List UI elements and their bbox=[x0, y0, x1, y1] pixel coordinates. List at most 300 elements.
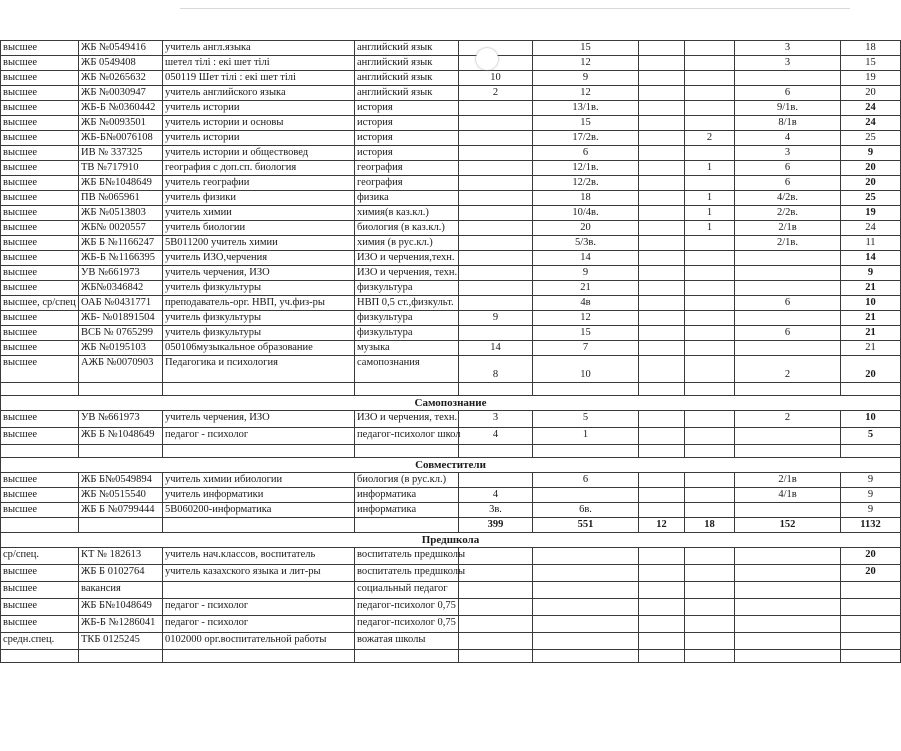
cell-c5 bbox=[459, 101, 533, 116]
cell-qualification: учитель истории bbox=[163, 101, 355, 116]
table-row bbox=[1, 251, 901, 266]
cell-c9: 4/1в bbox=[735, 488, 841, 503]
cell-subject: биология (в рус.кл.) bbox=[355, 473, 459, 488]
cell-diploma bbox=[79, 518, 163, 533]
cell-c10: 20 bbox=[841, 565, 901, 582]
cell-c7 bbox=[639, 548, 685, 565]
table-row bbox=[1, 326, 901, 341]
cell-c7 bbox=[639, 131, 685, 146]
cell-c10: 24 bbox=[841, 116, 901, 131]
cell-c6 bbox=[533, 488, 639, 503]
cell-c8 bbox=[685, 86, 735, 101]
cell-c7 bbox=[639, 356, 685, 383]
cell-education: высшее bbox=[1, 176, 79, 191]
table-row bbox=[1, 633, 901, 650]
cell-qualification: Педагогика и психология bbox=[163, 356, 355, 383]
table-row bbox=[1, 146, 901, 161]
cell-c8 bbox=[685, 281, 735, 296]
cell-c5: 3 bbox=[459, 411, 533, 428]
cell-c8 bbox=[685, 326, 735, 341]
blank-cell bbox=[355, 445, 459, 458]
cell-c10: 15 bbox=[841, 56, 901, 71]
cell-c5 bbox=[459, 191, 533, 206]
cell-qualification: учитель ИЗО,черчения bbox=[163, 251, 355, 266]
cell-c10: 24 bbox=[841, 101, 901, 116]
cell-c5 bbox=[459, 616, 533, 633]
cell-c5 bbox=[459, 633, 533, 650]
cell-diploma: ЖБ №0513803 bbox=[79, 206, 163, 221]
cell-c9: 6 bbox=[735, 326, 841, 341]
blank-cell bbox=[1, 650, 79, 663]
cell-c8: 1 bbox=[685, 206, 735, 221]
cell-subject: физкультура bbox=[355, 326, 459, 341]
cell-education: высшее bbox=[1, 191, 79, 206]
cell-subject: социальный педагог bbox=[355, 582, 459, 599]
cell-subject bbox=[355, 518, 459, 533]
cell-diploma: ВСБ № 0765299 bbox=[79, 326, 163, 341]
cell-subject: информатика bbox=[355, 503, 459, 518]
cell-c6: 10 bbox=[533, 356, 639, 383]
cell-c5: 9 bbox=[459, 311, 533, 326]
cell-c7 bbox=[639, 311, 685, 326]
cell-diploma: ТВ №717910 bbox=[79, 161, 163, 176]
cell-c8 bbox=[685, 356, 735, 383]
cell-subject: география bbox=[355, 161, 459, 176]
table-row bbox=[1, 236, 901, 251]
cell-c10: 21 bbox=[841, 281, 901, 296]
cell-education: высшее bbox=[1, 616, 79, 633]
cell-c5 bbox=[459, 251, 533, 266]
cell-c7 bbox=[639, 488, 685, 503]
cell-c7 bbox=[639, 599, 685, 616]
cell-subject: ИЗО и черчения,техн. bbox=[355, 251, 459, 266]
cell-diploma: ЖБ №0093501 bbox=[79, 116, 163, 131]
section-row bbox=[1, 458, 901, 473]
cell-c6: 15 bbox=[533, 116, 639, 131]
cell-c6: 12/1в. bbox=[533, 161, 639, 176]
cell-education: высшее, ср/спец bbox=[1, 296, 79, 311]
cell-c7 bbox=[639, 473, 685, 488]
cell-qualification: учитель черчения, ИЗО bbox=[163, 266, 355, 281]
cell-c6: 12 bbox=[533, 311, 639, 326]
table-row bbox=[1, 582, 901, 599]
cell-c6: 6 bbox=[533, 473, 639, 488]
cell-qualification: педагог - психолог bbox=[163, 428, 355, 445]
table-row bbox=[1, 296, 901, 311]
cell-c10: 5 bbox=[841, 428, 901, 445]
cell-c9 bbox=[735, 503, 841, 518]
cell-c6 bbox=[533, 565, 639, 582]
cell-c10: 19 bbox=[841, 71, 901, 86]
cell-qualification: учитель химии ибиологии bbox=[163, 473, 355, 488]
cell-diploma: ЖБ Б№1048649 bbox=[79, 599, 163, 616]
cell-education: высшее bbox=[1, 41, 79, 56]
cell-subject: педагог-психолог 0,75 bbox=[355, 616, 459, 633]
cell-c6 bbox=[533, 633, 639, 650]
cell-c6 bbox=[533, 616, 639, 633]
cell-education: высшее bbox=[1, 251, 79, 266]
blank-cell bbox=[533, 383, 639, 396]
cell-c8: 2 bbox=[685, 131, 735, 146]
table-row bbox=[1, 503, 901, 518]
cell-diploma: ЖБ Б 0102764 bbox=[79, 565, 163, 582]
cell-diploma: ИВ № 337325 bbox=[79, 146, 163, 161]
cell-education: высшее bbox=[1, 86, 79, 101]
table-row bbox=[1, 356, 901, 383]
cell-c9: 6 bbox=[735, 176, 841, 191]
cell-c8: 18 bbox=[685, 518, 735, 533]
blank-cell bbox=[79, 650, 163, 663]
cell-c10: 20 bbox=[841, 176, 901, 191]
blank-cell bbox=[533, 650, 639, 663]
cell-c7 bbox=[639, 616, 685, 633]
cell-c7 bbox=[639, 101, 685, 116]
cell-qualification: учитель биологии bbox=[163, 221, 355, 236]
cell-qualification: 050106музыкальное образование bbox=[163, 341, 355, 356]
blank-row bbox=[1, 383, 901, 396]
blank-cell bbox=[685, 650, 735, 663]
table-row bbox=[1, 428, 901, 445]
cell-qualification: учитель физкультуры bbox=[163, 281, 355, 296]
cell-c9: 8/1в bbox=[735, 116, 841, 131]
cell-c7 bbox=[639, 633, 685, 650]
section-title: Самопознание bbox=[1, 396, 901, 411]
cell-c6: 5/3в. bbox=[533, 236, 639, 251]
cell-c6: 12/2в. bbox=[533, 176, 639, 191]
cell-subject: ИЗО и черчения, техн. bbox=[355, 266, 459, 281]
cell-c9 bbox=[735, 428, 841, 445]
cell-diploma: ЖБ 0549408 bbox=[79, 56, 163, 71]
cell-c5: 399 bbox=[459, 518, 533, 533]
cell-subject: вожатая школы bbox=[355, 633, 459, 650]
cell-c7 bbox=[639, 221, 685, 236]
cell-subject: педагог-психолог 0,75 bbox=[355, 599, 459, 616]
cell-subject: история bbox=[355, 101, 459, 116]
cell-subject: самопознания bbox=[355, 356, 459, 383]
cell-education: высшее bbox=[1, 131, 79, 146]
cell-c9 bbox=[735, 565, 841, 582]
table-row bbox=[1, 341, 901, 356]
cell-c10 bbox=[841, 599, 901, 616]
cell-c8 bbox=[685, 116, 735, 131]
section-title: Совместители bbox=[1, 458, 901, 473]
cell-c10: 14 bbox=[841, 251, 901, 266]
cell-c5: 3в. bbox=[459, 503, 533, 518]
cell-education: высшее bbox=[1, 71, 79, 86]
cell-education: высшее bbox=[1, 266, 79, 281]
cell-subject: информатика bbox=[355, 488, 459, 503]
cell-c5 bbox=[459, 599, 533, 616]
cell-c6: 5 bbox=[533, 411, 639, 428]
cell-diploma: КТ № 182613 bbox=[79, 548, 163, 565]
cell-subject: английский язык bbox=[355, 71, 459, 86]
cell-c5 bbox=[459, 326, 533, 341]
cell-c5 bbox=[459, 548, 533, 565]
cell-diploma: вакансия bbox=[79, 582, 163, 599]
cell-education: высшее bbox=[1, 146, 79, 161]
cell-subject: биология (в каз.кл.) bbox=[355, 221, 459, 236]
cell-c8 bbox=[685, 582, 735, 599]
cell-subject: история bbox=[355, 146, 459, 161]
cell-c5 bbox=[459, 146, 533, 161]
cell-c5 bbox=[459, 266, 533, 281]
table-row bbox=[1, 56, 901, 71]
cell-c10: 25 bbox=[841, 131, 901, 146]
cell-c5 bbox=[459, 582, 533, 599]
cell-c6: 6 bbox=[533, 146, 639, 161]
cell-c5: 8 bbox=[459, 356, 533, 383]
cell-qualification: учитель истории и основы bbox=[163, 116, 355, 131]
cell-education: высшее bbox=[1, 565, 79, 582]
cell-c8 bbox=[685, 311, 735, 326]
cell-subject: английский язык bbox=[355, 56, 459, 71]
blank-cell bbox=[841, 445, 901, 458]
cell-c5 bbox=[459, 161, 533, 176]
cell-diploma: ЖБ №0030947 bbox=[79, 86, 163, 101]
cell-c7 bbox=[639, 161, 685, 176]
cell-diploma: ЖБ Б №0799444 bbox=[79, 503, 163, 518]
cell-c9: 4/2в. bbox=[735, 191, 841, 206]
blank-cell bbox=[685, 383, 735, 396]
cell-c7 bbox=[639, 176, 685, 191]
cell-qualification: учитель казахского языка и лит-ры bbox=[163, 565, 355, 582]
cell-c6: 13/1в. bbox=[533, 101, 639, 116]
cell-subject: физика bbox=[355, 191, 459, 206]
cell-c5 bbox=[459, 221, 533, 236]
cell-c8 bbox=[685, 488, 735, 503]
table-row bbox=[1, 86, 901, 101]
cell-c8 bbox=[685, 41, 735, 56]
cell-c6 bbox=[533, 582, 639, 599]
blank-row bbox=[1, 445, 901, 458]
cell-subject: химия (в рус.кл.) bbox=[355, 236, 459, 251]
cell-c10: 1132 bbox=[841, 518, 901, 533]
cell-c7 bbox=[639, 281, 685, 296]
cell-c8 bbox=[685, 599, 735, 616]
cell-c6: 15 bbox=[533, 326, 639, 341]
cell-c6: 1 bbox=[533, 428, 639, 445]
cell-qualification: учитель англ.языка bbox=[163, 41, 355, 56]
cell-c5 bbox=[459, 176, 533, 191]
cell-c10 bbox=[841, 616, 901, 633]
cell-c8 bbox=[685, 296, 735, 311]
cell-subject: история bbox=[355, 131, 459, 146]
cell-c7 bbox=[639, 41, 685, 56]
cell-education: высшее bbox=[1, 428, 79, 445]
table-row bbox=[1, 411, 901, 428]
cell-c8 bbox=[685, 146, 735, 161]
cell-c6 bbox=[533, 599, 639, 616]
blank-cell bbox=[163, 383, 355, 396]
blank-cell bbox=[163, 650, 355, 663]
cell-c9: 2 bbox=[735, 411, 841, 428]
table-row bbox=[1, 473, 901, 488]
cell-c9 bbox=[735, 582, 841, 599]
cell-c5: 14 bbox=[459, 341, 533, 356]
cell-qualification: 5В011200 учитель химии bbox=[163, 236, 355, 251]
cell-diploma: ЖБ№0346842 bbox=[79, 281, 163, 296]
cell-qualification bbox=[163, 518, 355, 533]
totals-row bbox=[1, 518, 901, 533]
table-row bbox=[1, 71, 901, 86]
table-row bbox=[1, 599, 901, 616]
cell-qualification: география с доп.сп. биология bbox=[163, 161, 355, 176]
table-row bbox=[1, 101, 901, 116]
cell-education: ср/спец. bbox=[1, 548, 79, 565]
cell-education: высшее bbox=[1, 206, 79, 221]
cell-c7 bbox=[639, 341, 685, 356]
cell-subject: НВП 0,5 ст.,физкульт. bbox=[355, 296, 459, 311]
cell-c6: 551 bbox=[533, 518, 639, 533]
cell-education: высшее bbox=[1, 411, 79, 428]
cell-c9: 3 bbox=[735, 41, 841, 56]
blank-cell bbox=[1, 383, 79, 396]
cell-diploma: ЖБ №0515540 bbox=[79, 488, 163, 503]
cell-diploma: ЖБ-Б №1166395 bbox=[79, 251, 163, 266]
cell-qualification: педагог - психолог bbox=[163, 616, 355, 633]
cell-education: высшее bbox=[1, 503, 79, 518]
cell-qualification: педагог - психолог bbox=[163, 599, 355, 616]
cell-c9: 152 bbox=[735, 518, 841, 533]
cell-c10: 20 bbox=[841, 161, 901, 176]
cell-c8 bbox=[685, 56, 735, 71]
cell-c9: 2/1в bbox=[735, 473, 841, 488]
cell-c10: 9 bbox=[841, 266, 901, 281]
table-row bbox=[1, 488, 901, 503]
cell-c7 bbox=[639, 191, 685, 206]
cell-qualification: шетел тілі : екі шет тілі bbox=[163, 56, 355, 71]
cell-c9: 6 bbox=[735, 161, 841, 176]
cell-c7 bbox=[639, 266, 685, 281]
cell-education: высшее bbox=[1, 473, 79, 488]
cell-c8: 1 bbox=[685, 161, 735, 176]
cell-c8 bbox=[685, 633, 735, 650]
blank-cell bbox=[735, 445, 841, 458]
table-row bbox=[1, 191, 901, 206]
cell-c5 bbox=[459, 236, 533, 251]
cell-c6: 20 bbox=[533, 221, 639, 236]
cell-qualification bbox=[163, 582, 355, 599]
cell-c6 bbox=[533, 548, 639, 565]
staff-load-table bbox=[0, 40, 901, 663]
cell-c7 bbox=[639, 296, 685, 311]
cell-c8 bbox=[685, 341, 735, 356]
cell-c9: 2 bbox=[735, 356, 841, 383]
cell-c5 bbox=[459, 565, 533, 582]
table-row bbox=[1, 565, 901, 582]
table-row bbox=[1, 548, 901, 565]
section-title: Предшкола bbox=[1, 533, 901, 548]
cell-education: высшее bbox=[1, 326, 79, 341]
cell-c6: 6в. bbox=[533, 503, 639, 518]
scan-top-line bbox=[180, 8, 850, 9]
cell-subject: английский язык bbox=[355, 86, 459, 101]
cell-diploma: ЖБ Б №1166247 bbox=[79, 236, 163, 251]
cell-education: высшее bbox=[1, 488, 79, 503]
cell-c9 bbox=[735, 71, 841, 86]
cell-c7 bbox=[639, 251, 685, 266]
cell-c7 bbox=[639, 326, 685, 341]
cell-c10: 19 bbox=[841, 206, 901, 221]
cell-c6: 15 bbox=[533, 41, 639, 56]
cell-c10 bbox=[841, 633, 901, 650]
cell-c9: 6 bbox=[735, 86, 841, 101]
cell-c10: 21 bbox=[841, 311, 901, 326]
cell-c7 bbox=[639, 582, 685, 599]
cell-c8 bbox=[685, 428, 735, 445]
table-row bbox=[1, 116, 901, 131]
cell-c7 bbox=[639, 71, 685, 86]
cell-qualification: учитель географии bbox=[163, 176, 355, 191]
cell-education: высшее bbox=[1, 341, 79, 356]
cell-diploma: УВ №661973 bbox=[79, 411, 163, 428]
cell-diploma: ОАБ №0431771 bbox=[79, 296, 163, 311]
cell-c6: 4в bbox=[533, 296, 639, 311]
cell-diploma: ЖБ- №01891504 bbox=[79, 311, 163, 326]
blank-cell bbox=[459, 383, 533, 396]
cell-c5 bbox=[459, 296, 533, 311]
cell-c10: 10 bbox=[841, 411, 901, 428]
cell-c10: 9 bbox=[841, 473, 901, 488]
cell-c5 bbox=[459, 281, 533, 296]
cell-subject: география bbox=[355, 176, 459, 191]
cell-c5: 10 bbox=[459, 71, 533, 86]
blank-cell bbox=[735, 383, 841, 396]
cell-subject: воспитатель предшколы bbox=[355, 565, 459, 582]
blank-cell bbox=[639, 383, 685, 396]
cell-c8: 1 bbox=[685, 191, 735, 206]
cell-qualification: учитель нач.классов, воспитатель bbox=[163, 548, 355, 565]
table-row bbox=[1, 311, 901, 326]
cell-c9 bbox=[735, 548, 841, 565]
cell-c9: 2/2в. bbox=[735, 206, 841, 221]
cell-diploma: ЖБ-Б №0360442 bbox=[79, 101, 163, 116]
cell-diploma: ПВ №065961 bbox=[79, 191, 163, 206]
cell-c6: 12 bbox=[533, 86, 639, 101]
table-row bbox=[1, 206, 901, 221]
cell-c7 bbox=[639, 236, 685, 251]
cell-c9 bbox=[735, 251, 841, 266]
blank-cell bbox=[355, 383, 459, 396]
cell-c10: 20 bbox=[841, 356, 901, 383]
cell-c7 bbox=[639, 86, 685, 101]
cell-c10 bbox=[841, 582, 901, 599]
cell-education: высшее bbox=[1, 356, 79, 383]
cell-qualification: учитель черчения, ИЗО bbox=[163, 411, 355, 428]
table-row bbox=[1, 281, 901, 296]
blank-cell bbox=[841, 650, 901, 663]
blank-cell bbox=[79, 383, 163, 396]
cell-c7 bbox=[639, 503, 685, 518]
blank-row bbox=[1, 650, 901, 663]
cell-c10: 10 bbox=[841, 296, 901, 311]
cell-c6: 9 bbox=[533, 266, 639, 281]
cell-qualification: учитель истории bbox=[163, 131, 355, 146]
cell-c8 bbox=[685, 473, 735, 488]
cell-qualification: учитель химии bbox=[163, 206, 355, 221]
cell-c8 bbox=[685, 176, 735, 191]
cell-education: высшее bbox=[1, 582, 79, 599]
table-row bbox=[1, 266, 901, 281]
cell-c5: 4 bbox=[459, 488, 533, 503]
cell-c10: 9 bbox=[841, 503, 901, 518]
cell-subject: музыка bbox=[355, 341, 459, 356]
cell-qualification: 0102000 орг.воспитательной работы bbox=[163, 633, 355, 650]
blank-cell bbox=[735, 650, 841, 663]
cell-subject: воспитатель предшколы bbox=[355, 548, 459, 565]
cell-c7 bbox=[639, 116, 685, 131]
table-row bbox=[1, 41, 901, 56]
